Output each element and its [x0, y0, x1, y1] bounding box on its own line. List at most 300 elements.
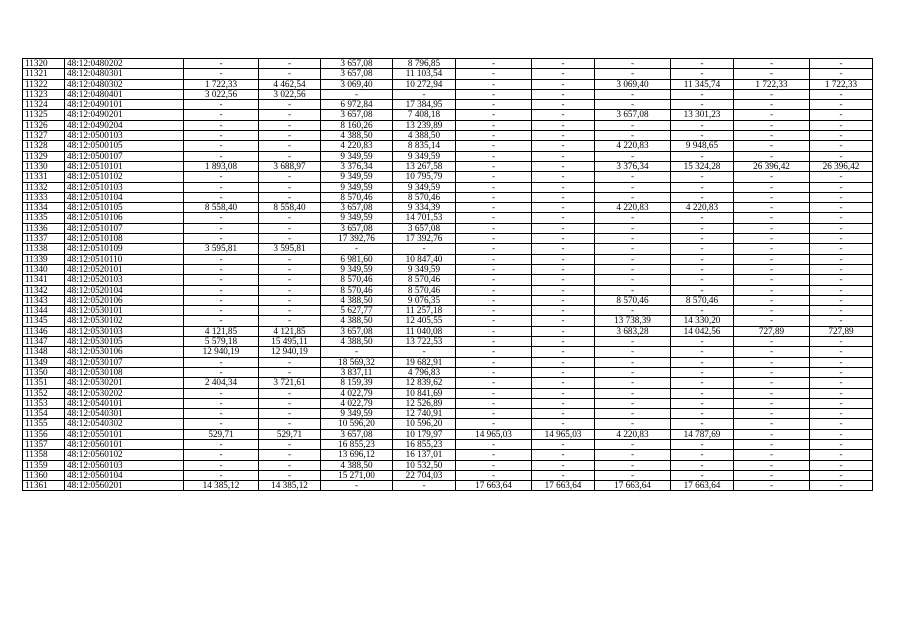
- value-cell-7: -: [595, 254, 671, 264]
- value-cell-1: -: [184, 439, 259, 449]
- value-cell-2: -: [259, 264, 321, 274]
- value-cell-1: -: [184, 275, 259, 285]
- cadastral-number-cell: 48:12:0500107: [65, 151, 184, 161]
- value-cell-1: -: [184, 295, 259, 305]
- value-cell-7: 3 683,28: [595, 326, 671, 336]
- value-cell-4: 10 596,20: [393, 419, 456, 429]
- cadastral-number-cell: 48:12:0530201: [65, 378, 184, 388]
- value-cell-2: -: [259, 69, 321, 79]
- value-cell-7: -: [595, 264, 671, 274]
- value-cell-2: -: [259, 409, 321, 419]
- cadastral-number-cell: 48:12:0480301: [65, 69, 184, 79]
- value-cell-4: 4 388,50: [393, 131, 456, 141]
- value-cell-7: -: [595, 367, 671, 377]
- value-cell-6: 14 965,03: [532, 429, 595, 439]
- row-number-cell: 11338: [23, 244, 65, 254]
- value-cell-8: -: [671, 460, 734, 470]
- value-cell-5: -: [456, 378, 532, 388]
- value-cell-6: -: [532, 254, 595, 264]
- cadastral-number-cell: 48:12:0510108: [65, 234, 184, 244]
- value-cell-5: -: [456, 59, 532, 69]
- value-cell-7: -: [595, 285, 671, 295]
- value-cell-8: -: [671, 398, 734, 408]
- table-row: [23, 234, 873, 244]
- value-cell-1: -: [184, 306, 259, 316]
- value-cell-7: -: [595, 213, 671, 223]
- value-cell-2: -: [259, 151, 321, 161]
- row-number-cell: 11352: [23, 388, 65, 398]
- value-cell-3: 3 657,08: [321, 59, 393, 69]
- value-cell-10: -: [810, 234, 873, 244]
- value-cell-7: 3 069,40: [595, 79, 671, 89]
- value-cell-4: 14 701,53: [393, 213, 456, 223]
- value-cell-5: -: [456, 326, 532, 336]
- value-cell-8: -: [671, 285, 734, 295]
- value-cell-10: -: [810, 141, 873, 151]
- value-cell-4: 9 349,59: [393, 264, 456, 274]
- row-number-cell: 11343: [23, 295, 65, 305]
- value-cell-8: -: [671, 275, 734, 285]
- value-cell-9: -: [734, 450, 810, 460]
- value-cell-4: 7 408,18: [393, 110, 456, 120]
- value-cell-3: 4 220,83: [321, 141, 393, 151]
- value-cell-10: -: [810, 347, 873, 357]
- value-cell-9: -: [734, 439, 810, 449]
- value-cell-2: -: [259, 470, 321, 480]
- value-cell-9: -: [734, 470, 810, 480]
- value-cell-6: -: [532, 378, 595, 388]
- value-cell-9: -: [734, 429, 810, 439]
- value-cell-4: 13 239,89: [393, 120, 456, 130]
- table-row: [23, 481, 873, 491]
- data-table: [22, 58, 873, 491]
- value-cell-9: -: [734, 367, 810, 377]
- value-cell-1: -: [184, 388, 259, 398]
- value-cell-5: -: [456, 357, 532, 367]
- value-cell-1: -: [184, 223, 259, 233]
- value-cell-9: -: [734, 254, 810, 264]
- value-cell-5: -: [456, 295, 532, 305]
- value-cell-10: -: [810, 59, 873, 69]
- value-cell-5: -: [456, 100, 532, 110]
- value-cell-10: -: [810, 244, 873, 254]
- value-cell-9: -: [734, 409, 810, 419]
- value-cell-10: -: [810, 254, 873, 264]
- value-cell-4: 19 682,91: [393, 357, 456, 367]
- value-cell-3: 8 160,26: [321, 120, 393, 130]
- value-cell-2: -: [259, 419, 321, 429]
- value-cell-1: -: [184, 131, 259, 141]
- row-number-cell: 11335: [23, 213, 65, 223]
- cadastral-number-cell: 48:12:0540301: [65, 409, 184, 419]
- row-number-cell: 11361: [23, 481, 65, 491]
- value-cell-2: -: [259, 110, 321, 120]
- table-row: [23, 429, 873, 439]
- value-cell-9: -: [734, 182, 810, 192]
- cadastral-number-cell: 48:12:0530106: [65, 347, 184, 357]
- value-cell-1: -: [184, 110, 259, 120]
- value-cell-9: -: [734, 388, 810, 398]
- row-number-cell: 11321: [23, 69, 65, 79]
- value-cell-2: -: [259, 357, 321, 367]
- value-cell-8: -: [671, 254, 734, 264]
- value-cell-4: 8 835,14: [393, 141, 456, 151]
- value-cell-6: -: [532, 244, 595, 254]
- table-row: [23, 141, 873, 151]
- value-cell-3: 10 596,20: [321, 419, 393, 429]
- value-cell-3: 9 349,59: [321, 264, 393, 274]
- value-cell-4: 11 103,54: [393, 69, 456, 79]
- value-cell-10: -: [810, 213, 873, 223]
- value-cell-7: -: [595, 192, 671, 202]
- value-cell-10: -: [810, 419, 873, 429]
- row-number-cell: 11323: [23, 89, 65, 99]
- row-number-cell: 11339: [23, 254, 65, 264]
- cadastral-number-cell: 48:12:0490204: [65, 120, 184, 130]
- value-cell-4: 12 740,91: [393, 409, 456, 419]
- value-cell-4: 8 570,46: [393, 285, 456, 295]
- table-row: [23, 110, 873, 120]
- value-cell-8: 14 330,20: [671, 316, 734, 326]
- value-cell-8: 13 301,23: [671, 110, 734, 120]
- value-cell-1: -: [184, 409, 259, 419]
- value-cell-8: -: [671, 213, 734, 223]
- row-number-cell: 11351: [23, 378, 65, 388]
- value-cell-3: 3 657,08: [321, 326, 393, 336]
- value-cell-9: -: [734, 481, 810, 491]
- value-cell-7: -: [595, 223, 671, 233]
- value-cell-9: -: [734, 69, 810, 79]
- value-cell-5: -: [456, 347, 532, 357]
- value-cell-5: -: [456, 213, 532, 223]
- cadastral-number-cell: 48:12:0530103: [65, 326, 184, 336]
- cadastral-number-cell: 48:12:0510107: [65, 223, 184, 233]
- row-number-cell: 11331: [23, 172, 65, 182]
- cadastral-number-cell: 48:12:0520101: [65, 264, 184, 274]
- row-number-cell: 11344: [23, 306, 65, 316]
- table-row: [23, 378, 873, 388]
- value-cell-9: -: [734, 275, 810, 285]
- row-number-cell: 11336: [23, 223, 65, 233]
- value-cell-2: 8 558,40: [259, 203, 321, 213]
- row-number-cell: 11349: [23, 357, 65, 367]
- value-cell-2: -: [259, 460, 321, 470]
- value-cell-6: -: [532, 347, 595, 357]
- value-cell-4: 17 384,95: [393, 100, 456, 110]
- cadastral-number-cell: 48:12:0510105: [65, 203, 184, 213]
- row-number-cell: 11329: [23, 151, 65, 161]
- cadastral-number-cell: 48:12:0490201: [65, 110, 184, 120]
- value-cell-5: -: [456, 337, 532, 347]
- row-number-cell: 11326: [23, 120, 65, 130]
- value-cell-2: 3 721,61: [259, 378, 321, 388]
- row-number-cell: 11356: [23, 429, 65, 439]
- value-cell-9: -: [734, 110, 810, 120]
- value-cell-6: -: [532, 89, 595, 99]
- row-number-cell: 11340: [23, 264, 65, 274]
- value-cell-2: -: [259, 172, 321, 182]
- cadastral-number-cell: 48:12:0510103: [65, 182, 184, 192]
- value-cell-7: -: [595, 244, 671, 254]
- value-cell-4: 10 532,50: [393, 460, 456, 470]
- value-cell-10: -: [810, 378, 873, 388]
- value-cell-6: -: [532, 100, 595, 110]
- table-row: [23, 460, 873, 470]
- value-cell-8: -: [671, 234, 734, 244]
- value-cell-10: -: [810, 295, 873, 305]
- value-cell-8: -: [671, 450, 734, 460]
- value-cell-5: 14 965,03: [456, 429, 532, 439]
- value-cell-7: -: [595, 460, 671, 470]
- value-cell-9: 26 396,42: [734, 161, 810, 171]
- value-cell-3: 3 657,08: [321, 223, 393, 233]
- value-cell-1: -: [184, 419, 259, 429]
- cadastral-number-cell: 48:12:0510102: [65, 172, 184, 182]
- value-cell-2: 15 495,11: [259, 337, 321, 347]
- value-cell-3: -: [321, 347, 393, 357]
- value-cell-5: -: [456, 409, 532, 419]
- value-cell-9: -: [734, 316, 810, 326]
- value-cell-5: -: [456, 161, 532, 171]
- value-cell-2: -: [259, 141, 321, 151]
- value-cell-5: -: [456, 367, 532, 377]
- value-cell-3: 4 388,50: [321, 460, 393, 470]
- value-cell-2: 529,71: [259, 429, 321, 439]
- cadastral-number-cell: 48:12:0530105: [65, 337, 184, 347]
- value-cell-10: -: [810, 481, 873, 491]
- value-cell-2: -: [259, 367, 321, 377]
- value-cell-6: -: [532, 79, 595, 89]
- value-cell-8: -: [671, 223, 734, 233]
- value-cell-8: -: [671, 388, 734, 398]
- value-cell-1: -: [184, 100, 259, 110]
- value-cell-3: 8 570,46: [321, 285, 393, 295]
- table-row: [23, 357, 873, 367]
- cadastral-number-cell: 48:12:0560104: [65, 470, 184, 480]
- value-cell-6: -: [532, 223, 595, 233]
- value-cell-1: 3 595,81: [184, 244, 259, 254]
- value-cell-6: -: [532, 337, 595, 347]
- value-cell-4: 11 257,18: [393, 306, 456, 316]
- table-row: [23, 306, 873, 316]
- value-cell-7: 4 220,83: [595, 141, 671, 151]
- value-cell-3: 8 159,39: [321, 378, 393, 388]
- table-row: [23, 450, 873, 460]
- cadastral-number-cell: 48:12:0530202: [65, 388, 184, 398]
- value-cell-4: 4 796,83: [393, 367, 456, 377]
- table-row: [23, 285, 873, 295]
- value-cell-9: -: [734, 306, 810, 316]
- value-cell-9: -: [734, 357, 810, 367]
- value-cell-7: -: [595, 151, 671, 161]
- value-cell-7: 17 663,64: [595, 481, 671, 491]
- value-cell-8: 9 948,65: [671, 141, 734, 151]
- value-cell-1: -: [184, 450, 259, 460]
- value-cell-8: -: [671, 439, 734, 449]
- value-cell-4: 10 847,40: [393, 254, 456, 264]
- value-cell-8: -: [671, 419, 734, 429]
- table-row: [23, 244, 873, 254]
- value-cell-9: -: [734, 295, 810, 305]
- value-cell-5: -: [456, 151, 532, 161]
- value-cell-9: -: [734, 223, 810, 233]
- value-cell-4: 22 704,03: [393, 470, 456, 480]
- value-cell-10: -: [810, 89, 873, 99]
- cadastral-number-cell: 48:12:0530101: [65, 306, 184, 316]
- value-cell-10: -: [810, 285, 873, 295]
- value-cell-10: -: [810, 151, 873, 161]
- value-cell-5: -: [456, 89, 532, 99]
- value-cell-10: -: [810, 110, 873, 120]
- value-cell-9: -: [734, 120, 810, 130]
- value-cell-4: 13 267,58: [393, 161, 456, 171]
- value-cell-4: 17 392,76: [393, 234, 456, 244]
- value-cell-8: -: [671, 357, 734, 367]
- value-cell-6: -: [532, 285, 595, 295]
- value-cell-7: -: [595, 450, 671, 460]
- value-cell-6: -: [532, 131, 595, 141]
- value-cell-3: 8 570,46: [321, 192, 393, 202]
- value-cell-1: -: [184, 59, 259, 69]
- value-cell-1: -: [184, 316, 259, 326]
- table-row: [23, 223, 873, 233]
- value-cell-4: 9 076,35: [393, 295, 456, 305]
- table-row: [23, 192, 873, 202]
- value-cell-8: -: [671, 347, 734, 357]
- value-cell-6: -: [532, 326, 595, 336]
- value-cell-2: -: [259, 285, 321, 295]
- value-cell-5: -: [456, 223, 532, 233]
- value-cell-4: 12 839,62: [393, 378, 456, 388]
- row-number-cell: 11334: [23, 203, 65, 213]
- cadastral-number-cell: 48:12:0560102: [65, 450, 184, 460]
- value-cell-6: 17 663,64: [532, 481, 595, 491]
- value-cell-5: -: [456, 285, 532, 295]
- row-number-cell: 11354: [23, 409, 65, 419]
- value-cell-7: -: [595, 234, 671, 244]
- value-cell-8: 8 570,46: [671, 295, 734, 305]
- value-cell-6: -: [532, 192, 595, 202]
- value-cell-3: 4 022,79: [321, 388, 393, 398]
- value-cell-10: -: [810, 388, 873, 398]
- row-number-cell: 11347: [23, 337, 65, 347]
- value-cell-2: -: [259, 275, 321, 285]
- value-cell-3: 3 837,11: [321, 367, 393, 377]
- value-cell-7: -: [595, 59, 671, 69]
- value-cell-3: 4 388,50: [321, 295, 393, 305]
- value-cell-4: 3 657,08: [393, 223, 456, 233]
- value-cell-2: -: [259, 100, 321, 110]
- value-cell-7: 8 570,46: [595, 295, 671, 305]
- table-row: [23, 172, 873, 182]
- value-cell-9: -: [734, 244, 810, 254]
- value-cell-7: -: [595, 357, 671, 367]
- value-cell-6: -: [532, 172, 595, 182]
- value-cell-1: 2 404,34: [184, 378, 259, 388]
- row-number-cell: 11327: [23, 131, 65, 141]
- value-cell-3: 4 388,50: [321, 337, 393, 347]
- value-cell-2: 12 940,19: [259, 347, 321, 357]
- value-cell-4: 12 526,89: [393, 398, 456, 408]
- value-cell-6: -: [532, 203, 595, 213]
- row-number-cell: 11358: [23, 450, 65, 460]
- value-cell-7: -: [595, 89, 671, 99]
- value-cell-5: -: [456, 306, 532, 316]
- value-cell-10: -: [810, 264, 873, 274]
- value-cell-1: -: [184, 172, 259, 182]
- value-cell-8: -: [671, 120, 734, 130]
- value-cell-6: -: [532, 110, 595, 120]
- value-cell-3: 16 855,23: [321, 439, 393, 449]
- value-cell-1: -: [184, 367, 259, 377]
- value-cell-7: 4 220,83: [595, 429, 671, 439]
- value-cell-9: -: [734, 131, 810, 141]
- value-cell-6: -: [532, 59, 595, 69]
- value-cell-8: -: [671, 100, 734, 110]
- value-cell-2: -: [259, 213, 321, 223]
- value-cell-4: -: [393, 347, 456, 357]
- value-cell-4: 8 570,46: [393, 275, 456, 285]
- value-cell-10: -: [810, 172, 873, 182]
- value-cell-2: -: [259, 295, 321, 305]
- value-cell-8: 15 324,28: [671, 161, 734, 171]
- table-row: [23, 409, 873, 419]
- value-cell-4: 10 272,94: [393, 79, 456, 89]
- value-cell-6: -: [532, 182, 595, 192]
- value-cell-1: 529,71: [184, 429, 259, 439]
- table-row: [23, 161, 873, 171]
- value-cell-3: -: [321, 89, 393, 99]
- cadastral-number-cell: 48:12:0520106: [65, 295, 184, 305]
- table-body: [23, 59, 873, 491]
- value-cell-7: -: [595, 347, 671, 357]
- value-cell-10: -: [810, 223, 873, 233]
- value-cell-8: -: [671, 59, 734, 69]
- value-cell-1: 8 558,40: [184, 203, 259, 213]
- value-cell-7: -: [595, 409, 671, 419]
- value-cell-9: -: [734, 151, 810, 161]
- value-cell-7: -: [595, 439, 671, 449]
- value-cell-7: -: [595, 100, 671, 110]
- value-cell-2: -: [259, 223, 321, 233]
- cadastral-number-cell: 48:12:0560103: [65, 460, 184, 470]
- value-cell-1: -: [184, 141, 259, 151]
- value-cell-2: -: [259, 192, 321, 202]
- cadastral-number-cell: 48:12:0510110: [65, 254, 184, 264]
- value-cell-5: -: [456, 398, 532, 408]
- value-cell-5: -: [456, 79, 532, 89]
- value-cell-6: -: [532, 409, 595, 419]
- value-cell-5: -: [456, 234, 532, 244]
- table-row: [23, 59, 873, 69]
- value-cell-3: 3 657,08: [321, 69, 393, 79]
- value-cell-2: 4 121,85: [259, 326, 321, 336]
- value-cell-5: -: [456, 192, 532, 202]
- value-cell-3: 6 981,60: [321, 254, 393, 264]
- row-number-cell: 11322: [23, 79, 65, 89]
- value-cell-4: 13 722,53: [393, 337, 456, 347]
- table-row: [23, 131, 873, 141]
- table-row: [23, 89, 873, 99]
- value-cell-4: 8 570,46: [393, 192, 456, 202]
- value-cell-6: -: [532, 398, 595, 408]
- value-cell-9: -: [734, 192, 810, 202]
- value-cell-5: 17 663,64: [456, 481, 532, 491]
- value-cell-1: 4 121,85: [184, 326, 259, 336]
- value-cell-3: 4 388,50: [321, 131, 393, 141]
- value-cell-10: -: [810, 450, 873, 460]
- row-number-cell: 11337: [23, 234, 65, 244]
